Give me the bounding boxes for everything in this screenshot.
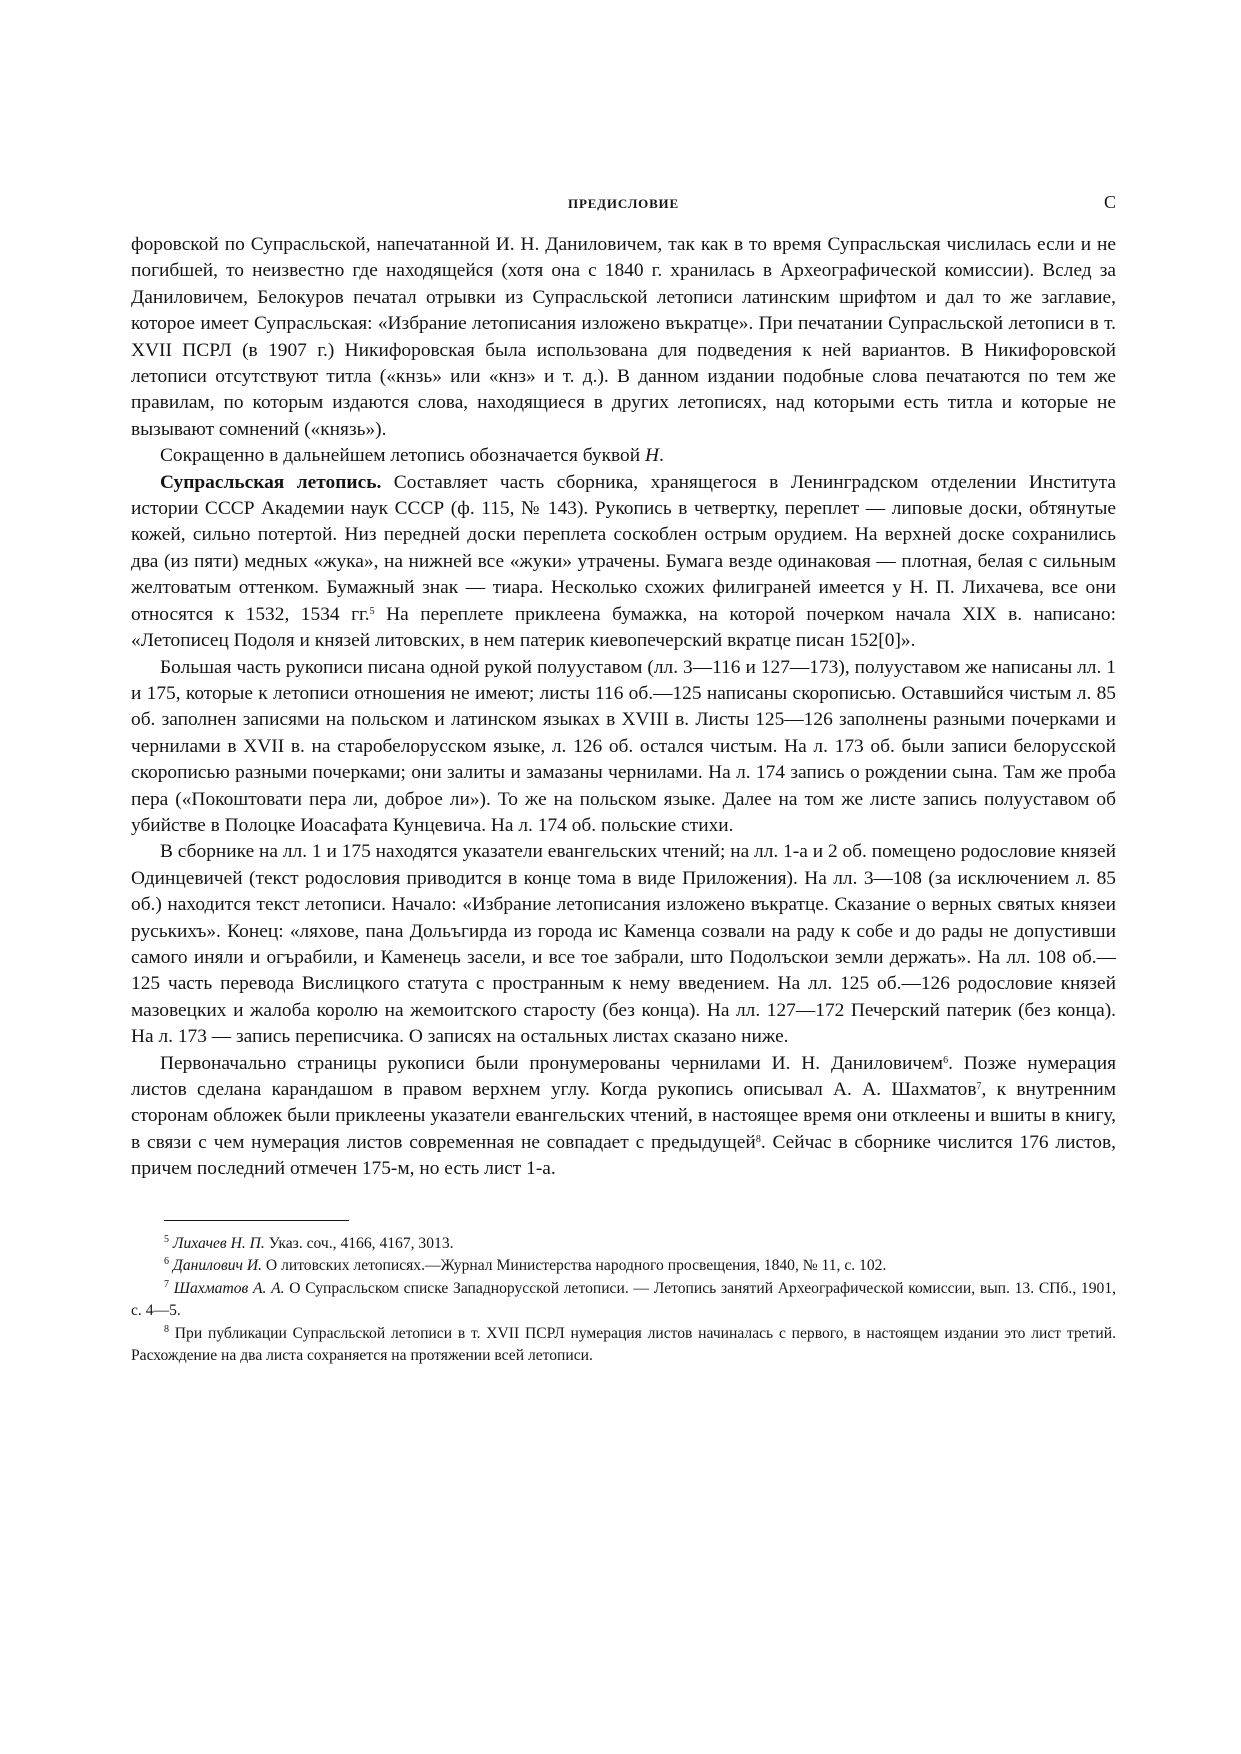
footnote bbox=[131, 1255, 1116, 1278]
paragraph-text: В сборнике на лл. 1 и 175 находятся указатели евангельских чтений; на лл. 1-а и 2 об. помещено родословие князей Одинцевичей (текст родословия приводится в конце тома в виде Приложения). На лл. 3—108 (за исключением л. 85 об.) находится текст летописи. Начало: «Избрание летописания изложено въкратце. Сказание о верных святых князеи руськихъ». Конец: «ляхове, пана Дольъгирда из города ис Каменца созвали на раду к собе и до рады не допустивши самого иняли и огърабили, и Каменець засели, и все тое забрали, што Подолъскои земли держать». На лл. 108 об.—125 часть перевода Вислицкого статута с пространным к нему введением. На лл. 125 об.—126 родословие князей мазовецких и жалоба королю на жемоитского старосту (без конца). На лл. 127—172 Печерский патерик (без конца). На л. 173 — запись переписчика. О записях на остальных листах сказано ниже. bbox=[131, 841, 1116, 1048]
footnote-author: Шахматов А. А. bbox=[173, 1279, 285, 1297]
footnote-ref: 6 bbox=[943, 1054, 949, 1066]
paragraph-text: Первоначально страницы рукописи были пронумерованы чернилами И. Н. Даниловичем bbox=[160, 1052, 944, 1074]
footnote-text: При публикации Супрасльской летописи в т. XVII ПСРЛ нумерация листов начиналась с первого, в настоящем издании это лист третий. Расхождение на два листа сохраняется на протяжении всей летописи. bbox=[131, 1324, 1116, 1365]
body-text bbox=[131, 232, 1116, 1183]
footnote-text: О Супрасльском списке Западнорусской летописи. — Летопись занятий Археографической комиссии, вып. 13. СПб., 1901, с. 4—5. bbox=[131, 1279, 1117, 1320]
paragraph-text: . Сейчас в сборнике числится 176 листов, причем последний отмечен 175-м, но есть лист 1-а. bbox=[131, 1131, 1116, 1180]
footnote-author: Лихачев Н. П. bbox=[172, 1234, 265, 1252]
abbreviation-letter: Н bbox=[644, 445, 659, 467]
footnote-mark: 5 bbox=[164, 1233, 169, 1245]
paragraph-suprasl-description bbox=[131, 470, 1116, 655]
footnote bbox=[131, 1278, 1116, 1323]
footnote-ref: 5 bbox=[369, 605, 375, 617]
document-page bbox=[131, 192, 1116, 1368]
page-number: С bbox=[1103, 192, 1116, 212]
footnote-mark: 8 bbox=[164, 1323, 169, 1335]
footnotes bbox=[131, 1233, 1116, 1368]
footnote bbox=[131, 1323, 1116, 1368]
running-head: ПРЕДИСЛОВИЕ bbox=[568, 196, 679, 211]
paragraph-text: Сокращенно в дальнейшем летопись обозначается буквой bbox=[160, 445, 645, 467]
footnote bbox=[131, 1233, 1116, 1256]
page-header bbox=[131, 192, 1116, 222]
paragraph-text: . Позже нумерация листов сделана карандашом в правом верхнем углу. Когда рукопись описывал А. А. Шахматов bbox=[131, 1052, 1116, 1100]
paragraph-handwriting bbox=[131, 655, 1116, 840]
paragraph-text: Большая часть рукописи писана одной рукой полууставом (лл. 3—116 и 127—173), полууставом же написаны лл. 1 и 175, которые к летописи отношения не имеют; листы 116 об.—125 написаны скорописью. Оставшийся чистым л. 85 об. заполнен записями на польском и латинском языках в XVIII в. Листы 125—126 заполнены разными почерками и чернилами в XVII в. на старобелорусском языке, л. 126 об. остался чистым. На л. 173 об. были записи белорусской скорописью разными почерками; они залиты и замазаны чернилами. На л. 174 запись о рождении сына. Там же проба пера («Покоштовати пера ли, доброе ли»). То же на польском языке. Далее на том же листе запись полууставом об убийстве в Полоцке Иоасафата Кунцевича. На л. 174 об. польские стихи. bbox=[131, 656, 1116, 836]
footnote-ref: 7 bbox=[976, 1081, 982, 1092]
paragraph-text: Составляет часть сборника, хранящегося в Ленинградском отделении Института истории СССР Академии наук СССР (ф. 115, № 143). Рукопись в четвертку, переплет — липовые доски, обтянутые кожей, сильно потертой. Низ передней доски переплета соскоблен острым орудием. На верхней доске сохранились два (из пяти) медных «жука», на нижней все «жуки» утрачены. Бумага везде одинаковая — плотная, белая с сильным желтоватым оттенком. Бумажный знак — тиара. Несколько схожих филиграней имеется у Н. П. Лихачева, все они относятся к 1532, 1534 гг. bbox=[131, 471, 1116, 625]
paragraph-text: . bbox=[659, 445, 664, 467]
footnote-text: О литовских летописях.—Журнал Министерства народного просвещения, 1840, № 11, с. 102. bbox=[262, 1257, 887, 1275]
footnote-divider bbox=[164, 1220, 349, 1221]
paragraph-text: форовской по Супрасльской, напечатанной И. Н. Даниловичем, так как в то время Супрасльская числилась если и не погибшей, то неизвестно где находящейся (хотя она с 1840 г. хранилась в Археографической комиссии). Вслед за Даниловичем, Белокуров печатал отрывки из Супрасльской летописи латинским шрифтом и дал то же заглавие, которое имеет Супрасльская: «Избрание летописания изложено въкратце». При печатании Супрасльской летописи в т. XVII ПСРЛ (в 1907 г.) Никифоровская была использована для подведения к ней вариантов. В Никифоровской летописи отсутствуют титла («кнзь» или «кнз» и т. д.). В данном издании подобные слова печатаются по тем же правилам, по которым издаются слова, находящиеся в других летописях, над которыми есть титла и которые не вызывают сомнений («князь»). bbox=[131, 234, 1116, 440]
footnote-author: Данилович И. bbox=[172, 1257, 263, 1275]
paragraph-contents bbox=[131, 839, 1116, 1050]
paragraph-text: , к внутренним сторонам обложек были приклеены указатели евангельских чтений, в настоящее время они отклеены и вшиты в книгу, в связи с чем нумерация листов современная не совпадает с предыдущей bbox=[131, 1079, 1116, 1153]
footnote-mark: 7 bbox=[164, 1278, 169, 1290]
footnote-text: Указ. соч., 4166, 4167, 3013. bbox=[264, 1234, 454, 1252]
paragraph-text: На переплете приклеена бумажка, на которой почерком начала XIX в. написано: «Летописец Подоля и князей литовских, в нем патерик киевопечерский вкратце писан 152[0]». bbox=[131, 603, 1116, 652]
paragraph-nikiforov-continuation bbox=[131, 232, 1116, 443]
footnote-ref: 8 bbox=[755, 1133, 761, 1145]
section-run-in-heading: Супрасльская летопись. bbox=[160, 471, 382, 493]
footnote-mark: 6 bbox=[164, 1256, 169, 1268]
paragraph-numbering bbox=[131, 1051, 1116, 1183]
paragraph-abbreviation bbox=[131, 443, 1116, 469]
